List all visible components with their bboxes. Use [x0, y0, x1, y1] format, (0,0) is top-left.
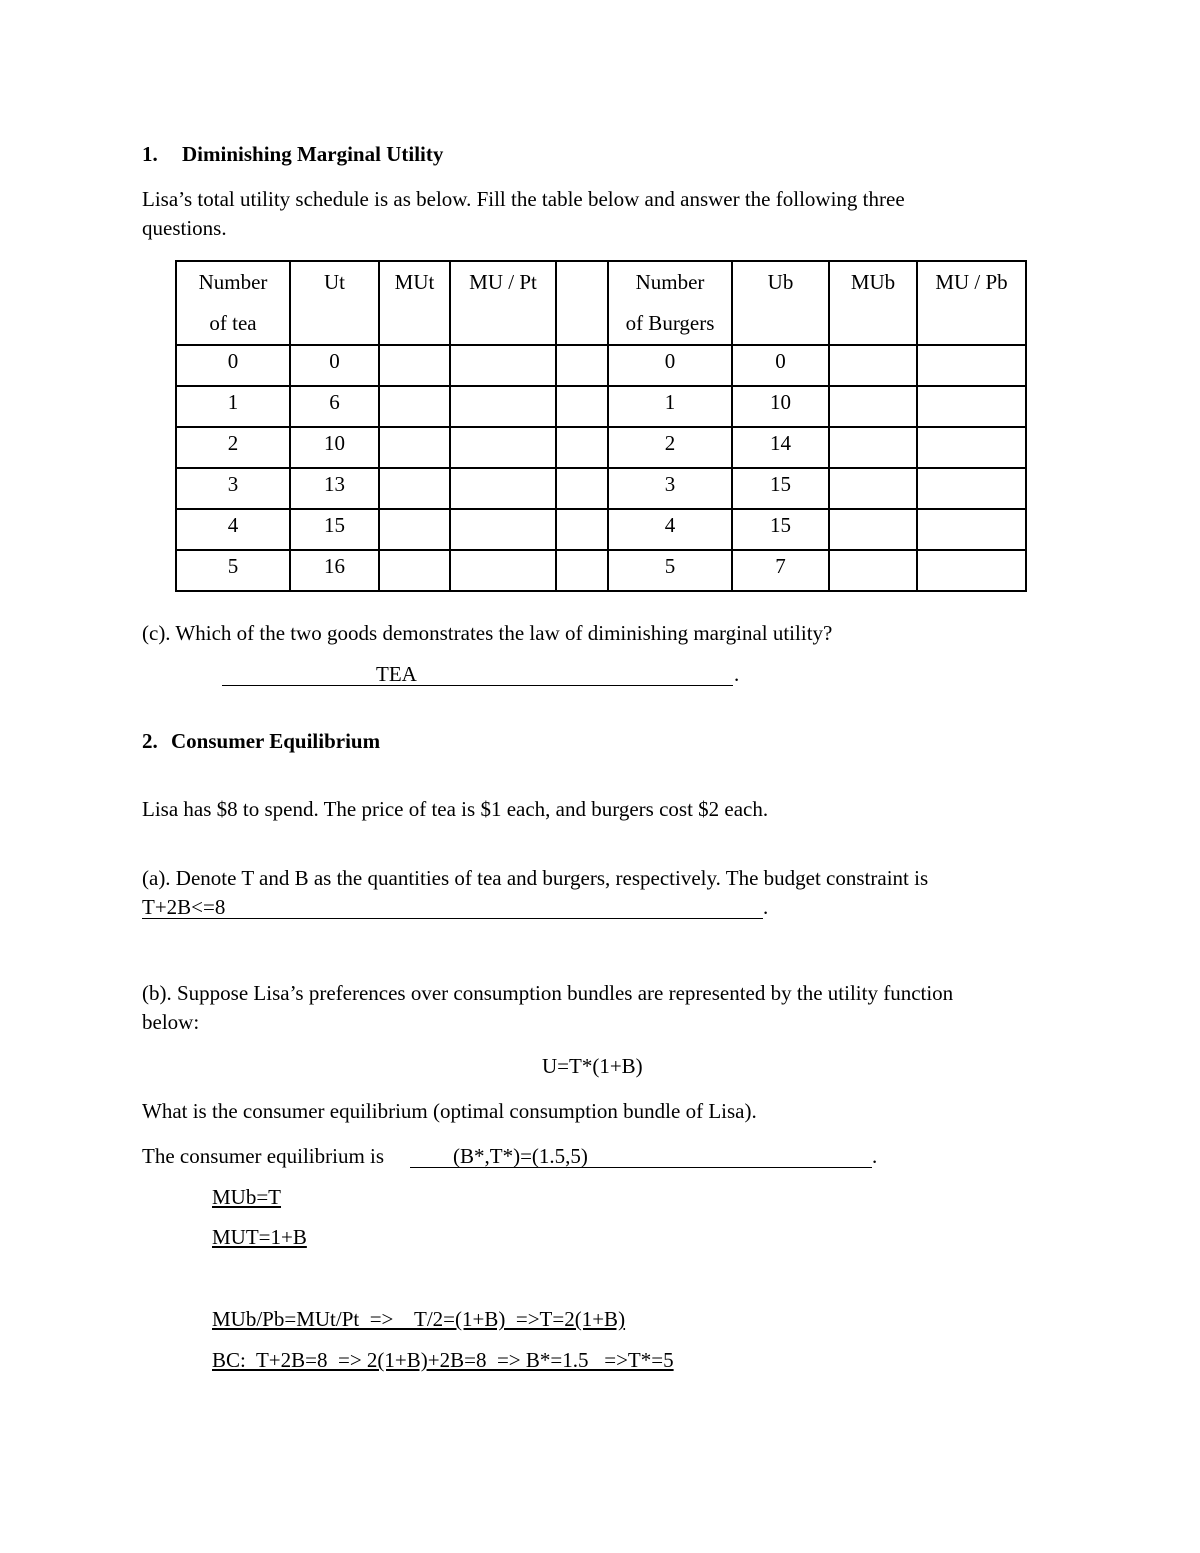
header-number-of-tea: Number of tea — [176, 261, 290, 345]
q2b-answer-lead: The consumer equilibrium is — [142, 1144, 385, 1168]
burger-quantity-cell: 5 — [608, 550, 732, 591]
mupt-blank-cell[interactable] — [450, 468, 556, 509]
table-spacer-column — [556, 550, 608, 591]
burger-utility-cell: 7 — [732, 550, 829, 591]
tea-utility-cell: 6 — [290, 386, 379, 427]
work-line-mub: MUb=T — [212, 1185, 282, 1209]
q2a-answer-line — [142, 918, 763, 919]
tea-utility-cell: 15 — [290, 509, 379, 550]
burger-utility-cell: 15 — [732, 468, 829, 509]
q2b-period: . — [872, 1144, 878, 1168]
header-mu-pt: MU / Pt — [450, 261, 556, 345]
section1-title: Diminishing Marginal Utility — [182, 142, 444, 166]
burger-utility-cell: 10 — [732, 386, 829, 427]
tea-quantity-cell: 0 — [176, 345, 290, 386]
table-spacer-column — [556, 427, 608, 468]
mut-blank-cell[interactable] — [379, 345, 450, 386]
tea-quantity-cell: 3 — [176, 468, 290, 509]
mupb-blank-cell[interactable] — [917, 345, 1026, 386]
burger-quantity-cell: 2 — [608, 427, 732, 468]
q2a-answer: T+2B<=8 — [142, 895, 226, 919]
mub-blank-cell[interactable] — [829, 345, 917, 386]
q1c-question: (c). Which of the two goods demonstrates the law of diminishing marginal utility? — [142, 621, 833, 645]
mub-blank-cell[interactable] — [829, 386, 917, 427]
mupb-blank-cell[interactable] — [917, 386, 1026, 427]
tea-utility-cell: 10 — [290, 427, 379, 468]
q2b-answer: (B*,T*)=(1.5,5) — [453, 1144, 588, 1168]
mupb-blank-cell[interactable] — [917, 509, 1026, 550]
tea-quantity-cell: 5 — [176, 550, 290, 591]
utility-function-formula: U=T*(1+B) — [542, 1054, 643, 1078]
mut-blank-cell[interactable] — [379, 386, 450, 427]
table-row — [176, 550, 1026, 591]
mut-blank-cell[interactable] — [379, 427, 450, 468]
q2b-line1: (b). Suppose Lisa’s preferences over consumption bundles are represented by the utility function — [142, 981, 954, 1005]
utility-schedule-table — [175, 260, 1027, 592]
mub-blank-cell[interactable] — [829, 427, 917, 468]
table-row — [176, 468, 1026, 509]
table-header-row — [176, 261, 1026, 345]
section1-intro-line1: Lisa’s total utility schedule is as below. Fill the table below and answer the following three — [142, 187, 905, 211]
q2a-period: . — [763, 895, 769, 919]
table-row — [176, 509, 1026, 550]
work-line-mut: MUT=1+B — [212, 1225, 307, 1249]
table-spacer-column — [556, 509, 608, 550]
q1c-answer: TEA — [376, 662, 417, 686]
tea-quantity-cell: 1 — [176, 386, 290, 427]
mupt-blank-cell[interactable] — [450, 427, 556, 468]
table-row — [176, 345, 1026, 386]
tea-utility-cell: 0 — [290, 345, 379, 386]
mub-blank-cell[interactable] — [829, 468, 917, 509]
table-spacer-column — [556, 468, 608, 509]
tea-quantity-cell: 2 — [176, 427, 290, 468]
section2-title: Consumer Equilibrium — [171, 729, 381, 753]
header-mut: MUt — [379, 261, 450, 345]
work-line-ratio: MUb/Pb=MUt/Pt => T/2=(1+B) =>T=2(1+B) — [212, 1307, 626, 1331]
burger-quantity-cell: 4 — [608, 509, 732, 550]
work-line-budget: BC: T+2B=8 => 2(1+B)+2B=8 => B*=1.5 =>T*=5 — [212, 1348, 674, 1372]
tea-quantity-cell: 4 — [176, 509, 290, 550]
mut-blank-cell[interactable] — [379, 468, 450, 509]
header-mub: MUb — [829, 261, 917, 345]
mut-blank-cell[interactable] — [379, 509, 450, 550]
tea-utility-cell: 16 — [290, 550, 379, 591]
header-ut: Ut — [290, 261, 379, 345]
mupt-blank-cell[interactable] — [450, 550, 556, 591]
burger-quantity-cell: 1 — [608, 386, 732, 427]
section2-number: 2. — [142, 729, 158, 753]
q2b-line2: below: — [142, 1010, 200, 1034]
mupb-blank-cell[interactable] — [917, 468, 1026, 509]
mub-blank-cell[interactable] — [829, 550, 917, 591]
mupt-blank-cell[interactable] — [450, 386, 556, 427]
mub-blank-cell[interactable] — [829, 509, 917, 550]
section2-intro: Lisa has $8 to spend. The price of tea is $1 each, and burgers cost $2 each. — [142, 797, 769, 821]
tea-utility-cell: 13 — [290, 468, 379, 509]
header-number-of-burgers: Number of Burgers — [608, 261, 732, 345]
q2b-question: What is the consumer equilibrium (optimal consumption bundle of Lisa). — [142, 1099, 757, 1123]
burger-quantity-cell: 0 — [608, 345, 732, 386]
mupb-blank-cell[interactable] — [917, 427, 1026, 468]
table-spacer-column — [556, 261, 608, 345]
mupt-blank-cell[interactable] — [450, 509, 556, 550]
section1-intro-line2: questions. — [142, 216, 227, 240]
mut-blank-cell[interactable] — [379, 550, 450, 591]
burger-quantity-cell: 3 — [608, 468, 732, 509]
burger-utility-cell: 0 — [732, 345, 829, 386]
header-mu-pb: MU / Pb — [917, 261, 1026, 345]
section1-number: 1. — [142, 142, 158, 166]
mupt-blank-cell[interactable] — [450, 345, 556, 386]
mupb-blank-cell[interactable] — [917, 550, 1026, 591]
q2a-question: (a). Denote T and B as the quantities of tea and burgers, respectively. The budget constraint is — [142, 866, 929, 890]
table-spacer-column — [556, 345, 608, 386]
header-ub: Ub — [732, 261, 829, 345]
table-row — [176, 427, 1026, 468]
q1c-answer-line — [222, 685, 733, 686]
table-row — [176, 386, 1026, 427]
burger-utility-cell: 14 — [732, 427, 829, 468]
q1c-period: . — [734, 662, 740, 686]
table-spacer-column — [556, 386, 608, 427]
burger-utility-cell: 15 — [732, 509, 829, 550]
